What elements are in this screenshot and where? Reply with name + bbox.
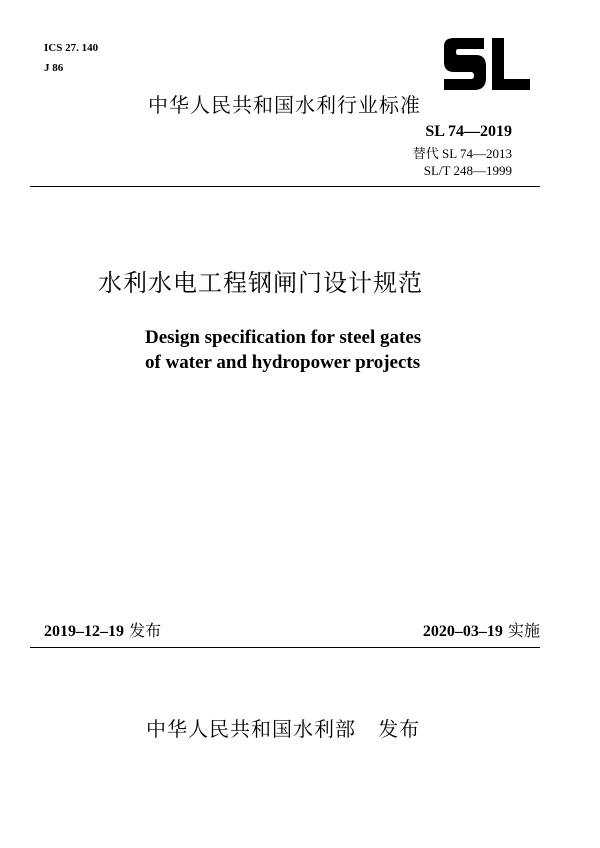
standard-number: SL 74—2019: [425, 123, 512, 140]
bottom-divider: [30, 647, 540, 648]
implement-label: 实施: [507, 621, 540, 640]
top-divider: [30, 186, 540, 187]
issue-date-block: [44, 621, 161, 642]
sl-logo: [442, 36, 532, 92]
replaces-line-2: SL/T 248—1999: [423, 163, 512, 178]
title-chinese: 水利水电工程钢闸门设计规范: [98, 269, 423, 297]
title-english-line-1: Design specification for steel gates: [145, 327, 422, 348]
implement-date-block: [423, 621, 540, 642]
issue-label: 发布: [129, 621, 162, 640]
title-english-line-2: of water and hydropower projects: [145, 352, 421, 373]
ics-code: ICS 27. 140: [44, 42, 99, 54]
publisher-name: 中华人民共和国水利部: [146, 717, 356, 741]
publisher-block: [146, 716, 420, 742]
issue-date: 2019–12–19: [44, 623, 124, 640]
implement-date: 2020–03–19: [422, 623, 503, 640]
industry-standard-label: 中华人民共和国水利行业标准: [148, 93, 421, 117]
j-code: J 86: [44, 62, 64, 74]
publisher-action: 发布: [378, 717, 421, 741]
replaces-line-1: 替代 SL 74—2013: [412, 146, 512, 161]
